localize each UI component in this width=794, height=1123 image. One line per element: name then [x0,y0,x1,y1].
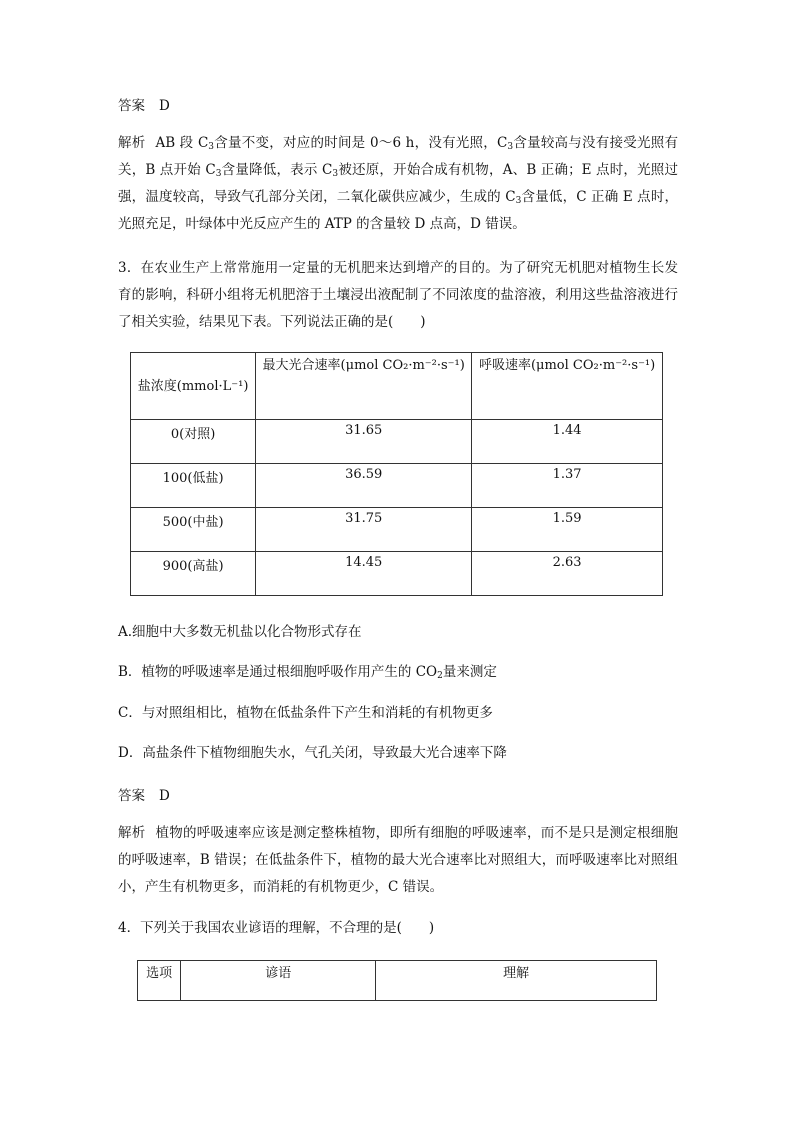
cell-conc: 900(高盐) [131,552,256,596]
subscript: 3 [332,169,339,179]
explanation-label: 解析 [118,135,146,151]
subscript: 3 [208,142,215,152]
answer-value: D [159,98,170,114]
explanation-text: 含量低，C 正确 E 点时，光照充足，叶绿体中光反应产生的 ATP 的含量较 D 点高，D 错误。 [118,189,679,232]
explanation-text: 含量不变，对应的时间是 0～6 h，没有光照，C [214,135,508,151]
header-conc: 盐浓度(mmol·L⁻¹) [131,353,256,420]
header-meaning: 理解 [376,961,657,1001]
salt-concentration-table [130,352,663,596]
answer-label: 答案 [118,788,145,804]
cell-conc: 100(低盐) [131,464,256,508]
cell-photosynthesis: 14.45 [256,552,472,596]
cell-conc: 0(对照) [131,420,256,464]
table-row [131,464,663,508]
table-header-row [131,353,663,420]
answer-label: 答案 [118,98,145,114]
explanation-label: 解析 [118,825,146,841]
answer-value: D [159,788,170,804]
answer-1 [118,93,678,120]
cell-conc: 500(中盐) [131,508,256,552]
cell-photosynthesis: 31.75 [256,508,472,552]
cell-respiration: 1.37 [472,464,663,508]
header-photosynthesis: 最大光合速率(μmol CO₂·m⁻²·s⁻¹) [256,353,472,420]
table-row [131,420,663,464]
header-respiration: 呼吸速率(μmol CO₂·m⁻²·s⁻¹) [472,353,663,420]
cell-respiration: 2.63 [472,552,663,596]
question-3: 3．在农业生产上常常施用一定量的无机肥来达到增产的目的。为了研究无机肥对植物生长发育的影响，科研小组将无机肥溶于土壤浸出液配制了不同浓度的盐溶液，利用这些盐溶液进行了相关实验，结果见下表。下列说法正确的是( ) [118,260,678,330]
explanation-text: 含量较高与没有接受光照有关，B 点开始 C [118,135,678,178]
cell-photosynthesis: 31.65 [256,420,472,464]
option-b-text: B．植物的呼吸速率是通过根细胞呼吸作用产生的 CO [118,664,438,680]
explanation-1 [118,130,678,238]
option-a: A.细胞中大多数无机盐以化合物形式存在 [118,624,362,640]
cell-respiration: 1.59 [472,508,663,552]
subscript: 3 [215,169,222,179]
option-c: C．与对照组相比，植物在低盐条件下产生和消耗的有机物更多 [118,705,493,721]
header-proverb: 谚语 [181,961,376,1001]
table-row [131,552,663,596]
proverb-table [137,960,657,1001]
option-d: D．高盐条件下植物细胞失水，气孔关闭，导致最大光合速率下降 [118,745,507,761]
header-option: 选项 [138,961,181,1001]
cell-respiration: 1.44 [472,420,663,464]
explanation-text: 含量降低，表示 C [221,162,333,178]
table-row [131,508,663,552]
cell-photosynthesis: 36.59 [256,464,472,508]
subscript: 3 [507,142,514,152]
subscript: 2 [437,671,443,681]
question-4: 4．下列关于我国农业谚语的理解，不合理的是( ) [118,920,435,936]
explanation-2 [118,820,678,901]
explanation-text: 被还原，开始合成有机物，A、B 正确；E 点时，光照过强，温度较高，导致气孔部分关闭，二氧化碳供应减少，生成的 C [118,162,679,205]
subscript: 3 [515,196,522,206]
explanation-text: AB 段 C [155,135,209,151]
table-header-row [138,961,657,1001]
option-b-text: 量来测定 [442,664,497,680]
option-b [118,661,497,683]
explanation-text: 植物的呼吸速率应该是测定整株植物，即所有细胞的呼吸速率，而不是只是测定根细胞的呼吸速率，B 错误；在低盐条件下，植物的最大光合速率比对照组大，而呼吸速率比对照组小，产生有机物更多，而消耗的有机物更少，C 错误。 [118,825,679,895]
answer-2 [118,783,678,810]
